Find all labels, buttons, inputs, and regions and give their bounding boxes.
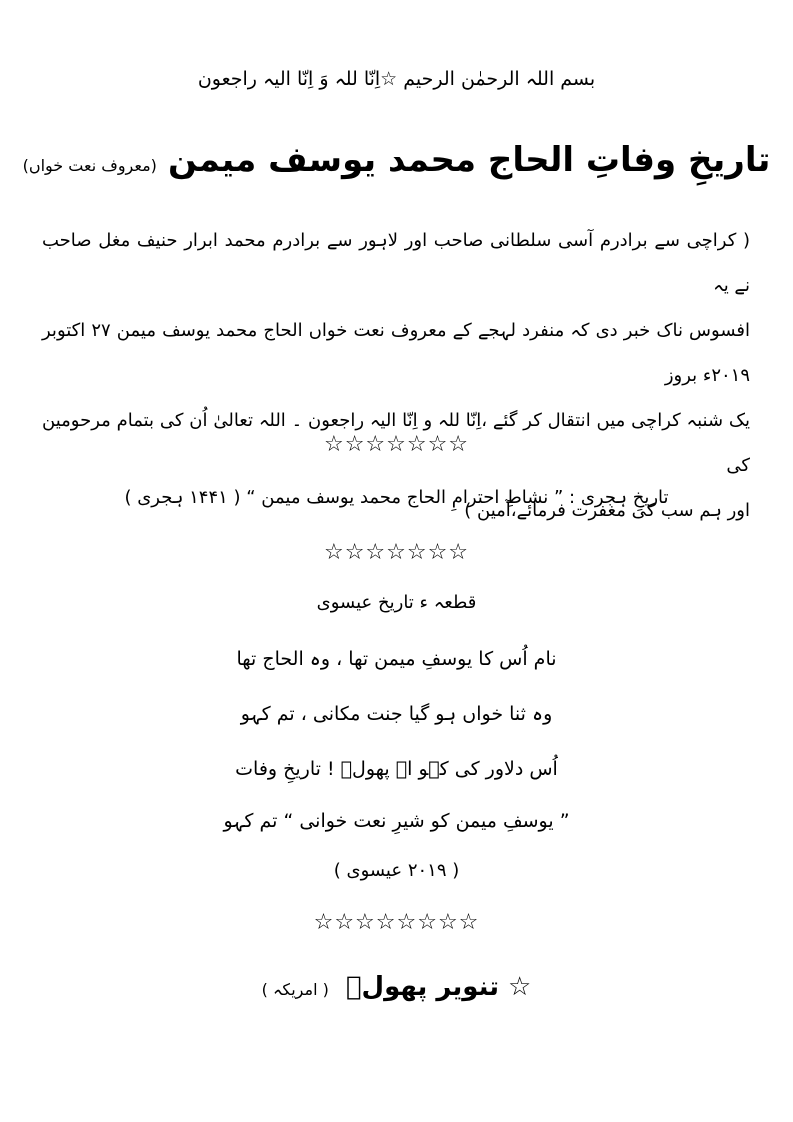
hijri-date-line: تاریخِ ہجری : ” نشاطِ احترامِ الحاج محمد یوسف میمن “ ( ۱۴۴۱ ہجری ) — [124, 487, 669, 508]
star-divider: ☆☆☆☆☆☆☆ — [323, 540, 470, 565]
qita-heading: قطعہ ء تاریخ عیسوی — [316, 592, 477, 613]
page-subtitle: (معروف نعت خواں) — [22, 156, 157, 175]
title-row — [0, 140, 793, 180]
basmala-header: بسم اللہ الرحمٰن الرحیم ☆اِنّا للہ وَ اِنّا الیہ راجعون — [197, 68, 596, 90]
intro-line: ( کراچی سے برادرم آسی سلطانی صاحب اور لاہور سے برادرم محمد ابرار حنیف مغل صاحب نے یہ — [42, 230, 750, 296]
intro-line: یک شنبہ کراچی میں انتقال کر گئے ،اِنّا للہ و اِنّا الیہ راجعون ۔ اللہ تعالیٰ اُن کی بتمام مرحومین کی — [42, 410, 750, 476]
intro-line: اور ہم سب کی مغفرت فرمائے،آمین ) — [464, 500, 750, 521]
author-name: ☆ تنویر پھولؔ — [345, 972, 532, 1002]
poem-line: نام اُس کا یوسفِ میمن تھا ، وہ الحاج تھا — [236, 648, 557, 670]
poem-year: ( ۲۰۱۹ عیسوی ) — [333, 860, 460, 881]
page-title: تاریخِ وفاتِ الحاج محمد یوسف میمن — [168, 140, 771, 180]
star-divider: ☆☆☆☆☆☆☆ — [323, 432, 470, 457]
poem-line: اُس دلاور کی کہو اے پھولؔ ! تاریخِ وفات — [235, 758, 558, 780]
star-divider: ☆☆☆☆☆☆☆☆ — [313, 910, 480, 935]
poem-line: ” یوسفِ میمن کو شیرِ نعت خوانی “ تم کہو — [223, 810, 570, 832]
author-signature — [0, 972, 793, 1002]
poem-line: وہ ثنا خواں ہو گیا جنت مکانی ، تم کہو — [240, 703, 553, 725]
author-location: ( امریکہ ) — [261, 980, 329, 999]
intro-line: افسوس ناک خبر دی کہ منفرد لہجے کے معروف نعت خواں الحاج محمد یوسف میمن ۲۷ اکتوبر ۲۰۱۹ء بروز — [42, 320, 750, 386]
intro-paragraph — [42, 218, 750, 533]
